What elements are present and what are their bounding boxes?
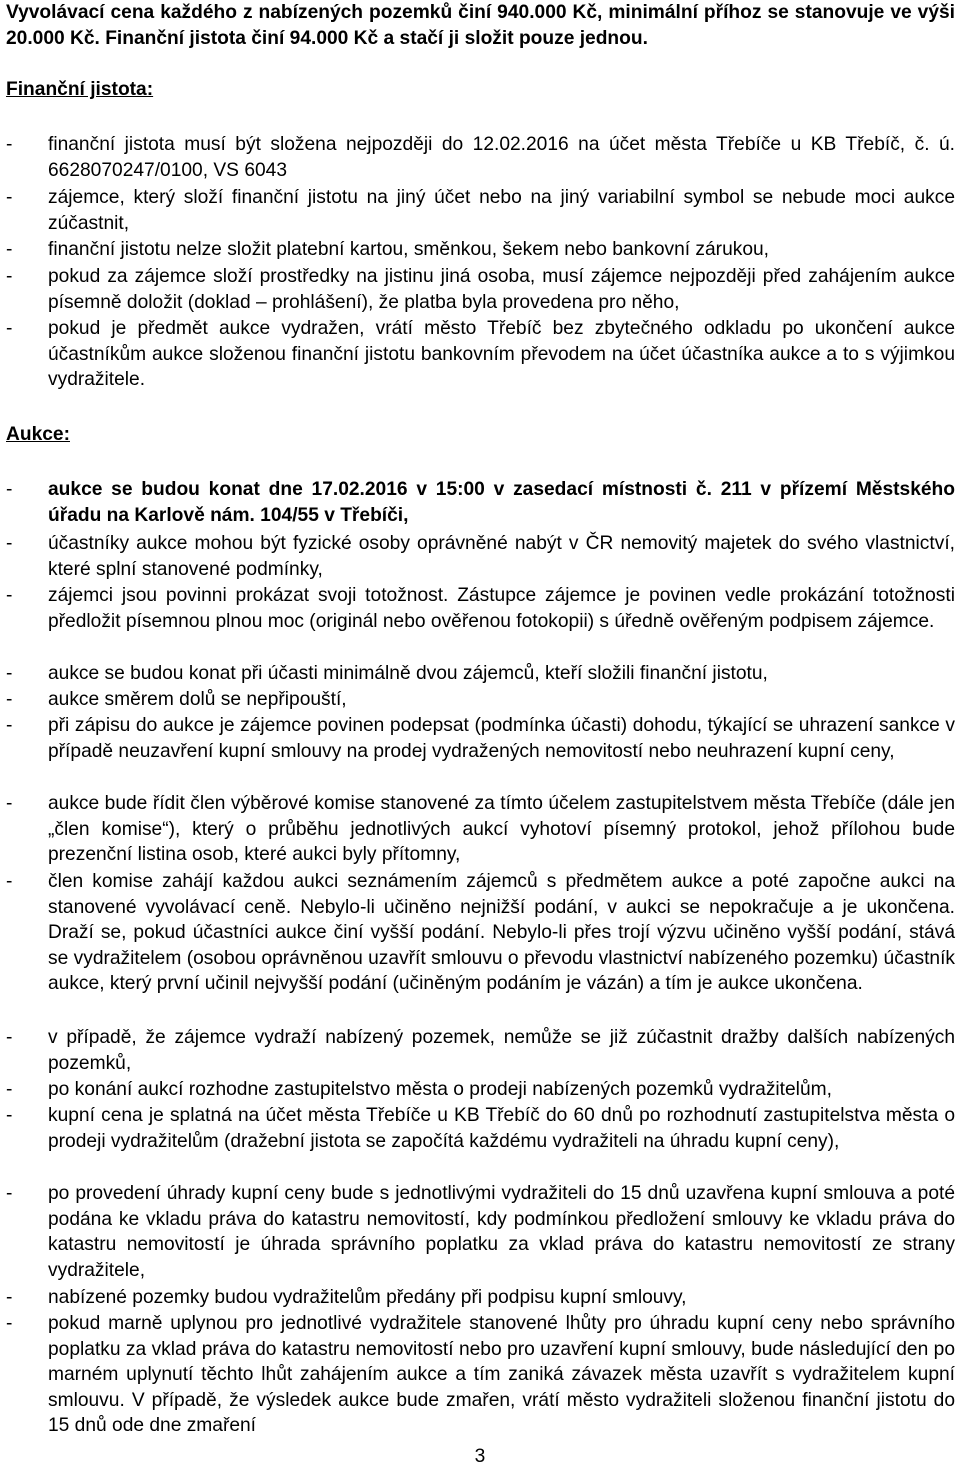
list-item-text: po provedení úhrady kupní ceny bude s jednotlivými vydražiteli do 15 dnů uzavřena kupní smlouva a poté podána ke vkladu práva do katastru nemovitostí, kdy podmínkou předložení smlouvy ke vkladu práva do katastru nemovitostí je úhrada správního poplatku za vklad práva do katastru nemovitostí ze strany vydražitele, [48,1183,955,1281]
list-dash: - [6,689,13,710]
list-dash: - [6,479,13,500]
list-dash: - [6,1313,13,1334]
page-number: 3 [474,1446,486,1467]
list-item-text: zájemci jsou povinni prokázat svoji totožnost. Zástupce zájemce je povinen vedle prokázání totožnosti předložit písemnou plnou moc (originál nebo ověřenou fotokopii) s úředně ověřeným podpisem zájemce. [48,585,955,632]
list-item-text: aukce se budou konat při účasti minimálně dvou zájemců, kteří složili finanční jistotu, [48,663,768,684]
list-dash: - [6,318,13,339]
list-item-text: pokud je předmět aukce vydražen, vrátí město Třebíč bez zbytečného odkladu po ukončení aukce účastníkům aukce složenou finanční jistotu bankovním převodem na účet účastníka aukce a to s výjimkou vydražitele. [48,318,955,390]
list-dash: - [6,1183,13,1204]
auction-heading: Aukce: [6,424,70,445]
list-item-text: kupní cena je splatná na účet města Třebíče u KB Třebíč do 60 dnů po rozhodnutí zastupitelstva města o prodeji vydražitelům (dražební jistota se započítá každému vydražiteli na úhradu kupní ceny), [48,1105,955,1152]
list-dash: - [6,239,13,260]
list-dash: - [6,266,13,287]
list-dash: - [6,187,13,208]
list-item-text: účastníky aukce mohou být fyzické osoby oprávněné nabýt v ČR nemovitý majetek do svého vlastnictví, které splní stanovené podmínky, [48,533,955,580]
list-dash: - [6,134,13,155]
list-item-text: člen komise zahájí každou aukci seznámením zájemců s předmětem aukce a poté započne aukci na stanovené vyvolávací ceně. Nebylo-li učiněno nejnižší podání, v aukci se nepokračuje a je ukončena. Draží se, pokud účastníci aukce činí vyšší podání. Nebylo-li přes trojí výzvu učiněno vyšší podání, stává se vydražitelem (osobou oprávněnou uzavřít smlouvu o převodu vlastnictví nabízeného pozemku) účastník aukce, který první učinil nejvyšší podání (učiněným podáním je vázán) a tím je aukce ukončena. [48,871,955,994]
list-item-text: v případě, že zájemce vydraží nabízený pozemek, nemůže se již zúčastnit dražby dalších nabízených pozemků, [48,1027,955,1074]
list-dash: - [6,1287,13,1308]
list-item-text: zájemce, který složí finanční jistotu na jiný účet nebo na jiný variabilní symbol se nebude moci aukce zúčastnit, [48,187,955,234]
list-dash: - [6,1105,13,1126]
list-item-text: finanční jistotu nelze složit platební kartou, směnkou, šekem nebo bankovní zárukou, [48,239,770,260]
list-item-text: po konání aukcí rozhodne zastupitelstvo města o prodeji nabízených pozemků vydražitelům, [48,1079,832,1100]
list-item-text: pokud za zájemce složí prostředky na jistinu jiná osoba, musí zájemce nejpozději před zahájením aukce písemně doložit (doklad – prohlášení), že platba byla provedena pro něho, [48,266,955,313]
list-dash: - [6,1027,13,1048]
list-item-text: aukce bude řídit člen výběrové komise stanovené za tímto účelem zastupitelstvem města Třebíče (dále jen „člen komise“), který o průběhu jednotlivých aukcí vyhotoví písemný protokol, jehož přílohou bude prezenční listina osob, které aukci byly přítomny, [48,793,955,865]
list-item-text: nabízené pozemky budou vydražitelům předány při podpisu kupní smlouvy, [48,1287,687,1308]
list-dash: - [6,585,13,606]
list-dash: - [6,1079,13,1100]
list-item-text: finanční jistota musí být složena nejpozději do 12.02.2016 na účet města Třebíče u KB Třebíč, č. ú. 6628070247/0100, VS 6043 [48,134,955,181]
list-dash: - [6,715,13,736]
list-dash: - [6,663,13,684]
list-item-text: při zápisu do aukce je zájemce povinen podepsat (podmínka účasti) dohodu, týkající se uhrazení sankce v případě neuzavření kupní smlouvy na prodej vydražených nemovitostí nebo neuhrazení kupní ceny, [48,715,955,762]
list-dash: - [6,871,13,892]
intro-paragraph: Vyvolávací cena každého z nabízených pozemků činí 940.000 Kč, minimální příhoz se stanovuje ve výši 20.000 Kč. Finanční jistota činí 94.000 Kč a stačí ji složit pouze jednou. [6,2,955,49]
list-dash: - [6,533,13,554]
list-item-text: aukce se budou konat dne 17.02.2016 v 15:00 v zasedací místnosti č. 211 v přízemí Městského úřadu na Karlově nám. 104/55 v Třebíči, [48,479,955,526]
list-dash: - [6,793,13,814]
financial-guarantee-heading: Finanční jistota: [6,79,154,100]
list-item-text: pokud marně uplynou pro jednotlivé vydražitele stanovené lhůty pro úhradu kupní ceny nebo správního poplatku za vklad práva do katastru nemovitostí nebo pro uzavření kupní smlouvy, bude následující den po marném uplynutí těchto lhůt zahájením aukce a tím zaniká závazek města uzavřít s vydražitelem kupní smlouvu. V případě, že výsledek aukce bude zmařen, vrátí město vydražiteli složenou finanční jistotu do 15 dnů ode dne zmaření [48,1313,955,1436]
list-item-text: aukce směrem dolů se nepřipouští, [48,689,347,710]
